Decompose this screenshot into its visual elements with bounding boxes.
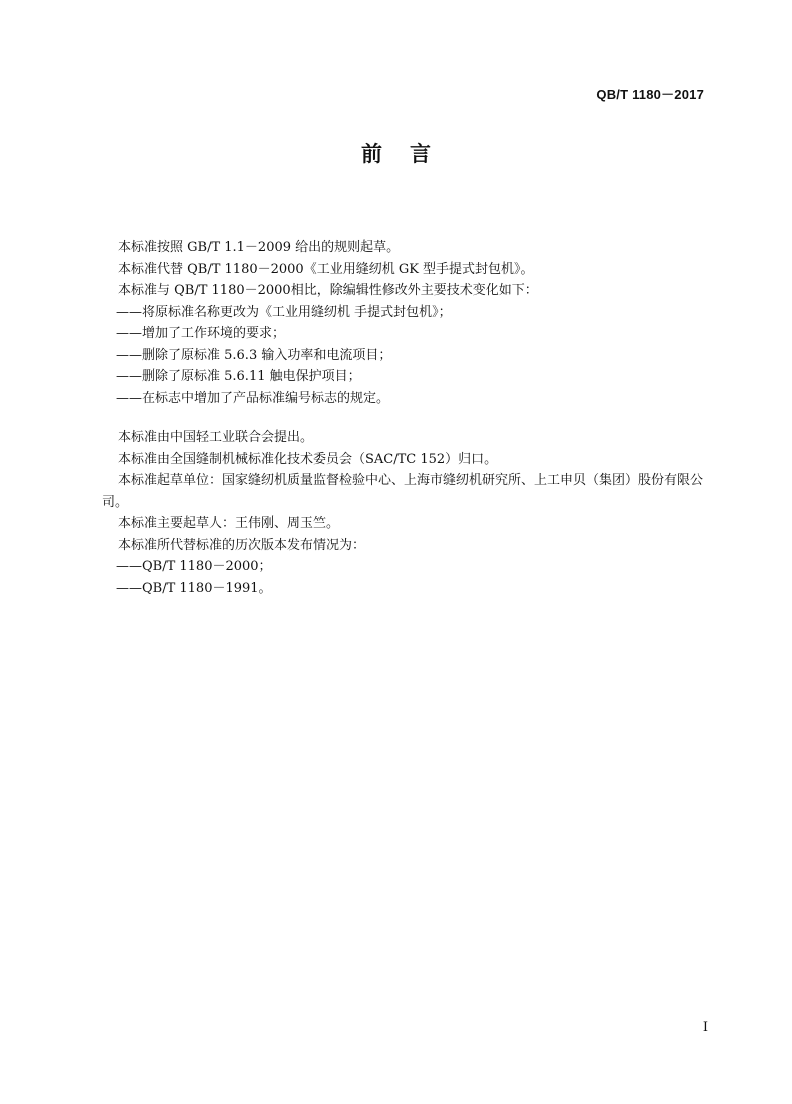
list-item-change: ——删除了原标准 5.6.11 触电保护项目； (116, 369, 361, 384)
list-item-change: ——将原标准名称更改为《工业用缝纫机 手提式封包机》； (116, 304, 452, 320)
paragraph-history-intro: 本标准所代替标准的历次版本发布情况为： (118, 537, 366, 553)
page-number: I (702, 1020, 708, 1035)
list-item-history: ——QB/T 1180－2000； (116, 559, 272, 574)
list-item-history: ——QB/T 1180－1991。 (116, 580, 272, 596)
paragraph-replaces: 本标准代替 QB/T 1180－2000《工业用缝纫机 GK 型手提式封包机》。 (118, 261, 534, 277)
paragraph-proposed-by: 本标准由中国轻工业联合会提出。 (118, 430, 314, 445)
page-title: 前言 (361, 142, 459, 166)
paragraph-drafting-units: 本标准起草单位：国家缝纫机质量监督检验中心、上海市缝纫机研究所、上工申贝（集团）股份有限公司。 (102, 473, 704, 510)
standard-code: QB/T 1180－2017 (596, 87, 704, 102)
paragraph-drafting-rules: 本标准按照 GB/T 1.1－2009 给出的规则起草。 (118, 240, 400, 255)
preface-section-drafting (118, 237, 718, 409)
paragraph-changes-intro: 本标准与 QB/T 1180－2000相比，除编辑性修改外主要技术变化如下： (118, 283, 538, 298)
paragraph-drafters: 本标准主要起草人：王伟刚、周玉竺。 (118, 516, 340, 531)
list-item-change: ——删除了原标准 5.6.3 输入功率和电流项目； (116, 347, 392, 363)
list-item-change: ——增加了工作环境的要求； (116, 326, 286, 341)
list-item-change: ——在标志中增加了产品标准编号标志的规定。 (116, 390, 390, 406)
preface-section-authorship (102, 427, 718, 599)
paragraph-managed-by: 本标准由全国缝制机械标准化技术委员会（SAC/TC 152）归口。 (118, 451, 498, 467)
